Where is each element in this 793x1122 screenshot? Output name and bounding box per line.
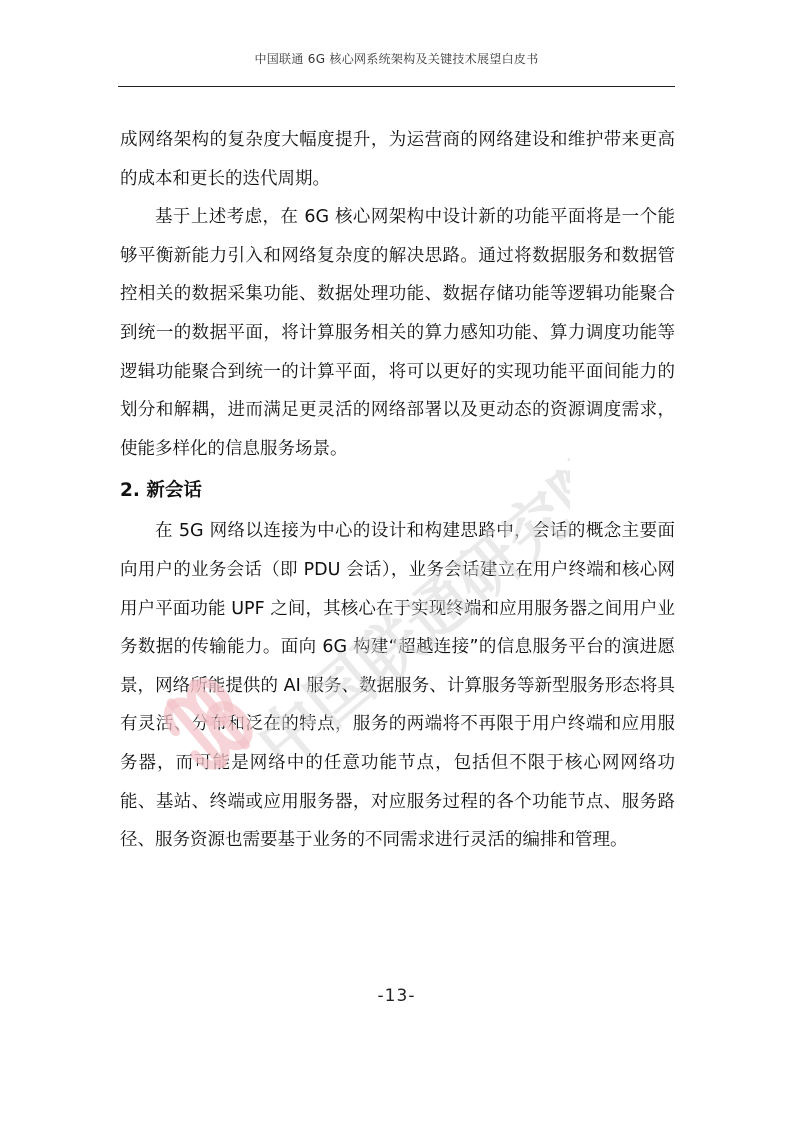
- body-paragraph: 成网络架构的复杂度大幅度提升，为运营商的网络建设和维护带来更高的成本和更长的迭代周期。: [120, 130, 675, 189]
- watermark-text: 中国联通研究院: [243, 438, 570, 780]
- section-paragraph: 在 5G 网络以连接为中心的设计和构建思路中，会话的概念主要面向用户的业务会话（即 PDU 会话），业务会话建立在用户终端和核心网用户平面功能 UPF 之间，其核心在于实现终端和应用服务器之间用户业务数据的传输能力。面向 6G 构建“超越连接”的信息服务平台的演进愿景，网络所能提供的 AI 服务、数据服务、计算服务等新型服务形态将具有灵活、分布和泛在的特点，服务的两端将不再限于用户终端和应用服务器，而可能是网络中的任意功能节点，包括但不限于核心网网络功能、基站、终端或应用服务器，对应服务过程的各个功能节点、服务路径、服务资源也需要基于业务的不同需求进行灵活的编排和管理。: [120, 521, 675, 851]
- page-body: [120, 121, 675, 860]
- header-divider: [118, 86, 675, 87]
- section-heading: 2. 新会话: [120, 480, 202, 502]
- running-header: 中国联通 6G 核心网系统架构及关键技术展望白皮书: [254, 52, 539, 66]
- body-paragraph: 基于上述考虑，在 6G 核心网架构中设计新的功能平面将是一个能够平衡新能力引入和网络复杂度的解决思路。通过将数据服务和数据管控相关的数据采集功能、数据处理功能、数据存储功能等逻辑功能聚合到统一的数据平面，将计算服务相关的算力感知功能、算力调度功能等逻辑功能聚合到统一的计算平面，将可以更好的实现功能平面间能力的划分和解耦，进而满足更灵活的网络部署以及更动态的资源调度需求，使能多样化的信息服务场景。: [120, 207, 675, 459]
- page-number: -13-: [377, 986, 416, 1006]
